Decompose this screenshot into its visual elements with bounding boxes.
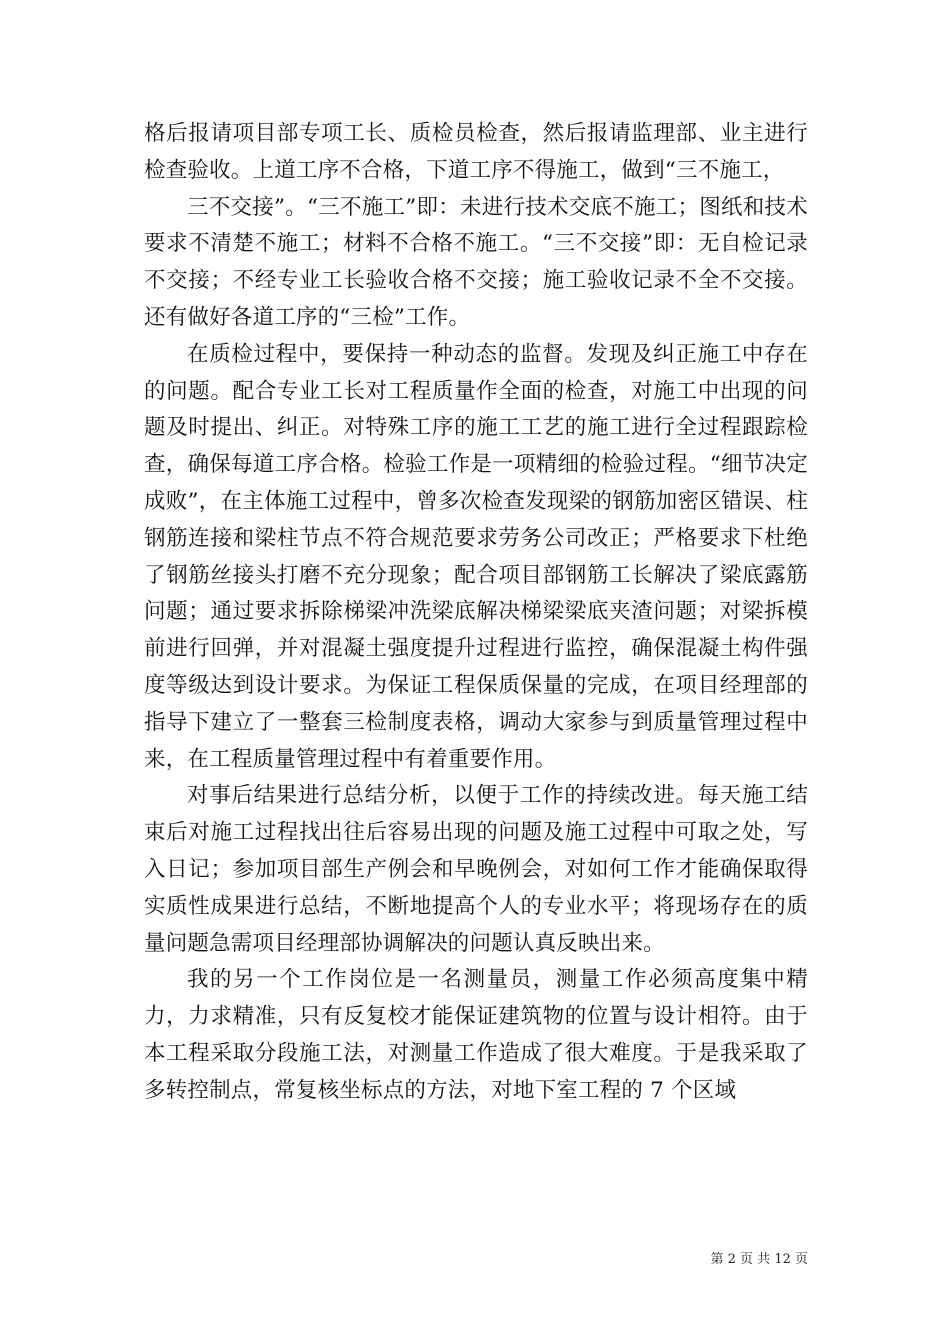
paragraph-4: 对事后结果进行总结分析，以便于工作的持续改进。每天施工结束后对施工过程找出往后容易出现的问题及施工过程中可取之处，写入日记；参加项目部生产例会和早晚例会，对如何工作才能确保取得实质性成果进行总结，不断地提高个人的专业水平；将现场存在的质量问题急需项目经理部协调解决的问题认真反映出来。 (144, 783, 808, 956)
document-body (144, 116, 808, 1110)
paragraph-5: 我的另一个工作岗位是一名测量员，测量工作必须高度集中精力，力求精准，只有反复校才能保证建筑物的位置与设计相符。由于本工程采取分段施工法，对测量工作造成了很大难度。于是我采取了多转控制点，常复核坐标点的方法，对地下室工程的 7 个区域 (144, 967, 808, 1103)
page-number-footer: 第 2 页 共 12 页 (710, 1252, 808, 1267)
paragraph-3: 在质检过程中，要保持一种动态的监督。发现及纠正施工中存在的问题。配合专业工长对工程质量作全面的检查，对施工中出现的问题及时提出、纠正。对特殊工序的施工工艺的施工进行全过程跟踪检查，确保每道工序合格。检验工作是一项精细的检验过程。“细节决定成败”，在主体施工过程中，曾多次检查发现梁的钢筋加密区错误、柱钢筋连接和梁柱节点不符合规范要求劳务公司改正；严格要求下杜绝了钢筋丝接头打磨不充分现象；配合项目部钢筋工长解决了梁底露筋问题；通过要求拆除梯梁冲洗梁底解决梯梁梁底夹渣问题；对梁拆模前进行回弹，并对混凝土强度提升过程进行监控，确保混凝土构件强度等级达到设计要求。为保证工程保质保量的完成，在项目经理部的指导下建立了一整套三检制度表格，调动大家参与到质量管理过程中来，在工程质量管理过程中有着重要作用。 (144, 341, 808, 772)
paragraph-2: 三不交接”。“三不施工”即：未进行技术交底不施工；图纸和技术要求不清楚不施工；材料不合格不施工。“三不交接”即：无自检记录不交接；不经专业工长验收合格不交接；施工验收记录不全不交接。还有做好各道工序的“三检”工作。 (144, 194, 808, 330)
paragraph-1: 格后报请项目部专项工长、质检员检查，然后报请监理部、业主进行检查验收。上道工序不合格，下道工序不得施工，做到“三不施工， (144, 121, 808, 183)
